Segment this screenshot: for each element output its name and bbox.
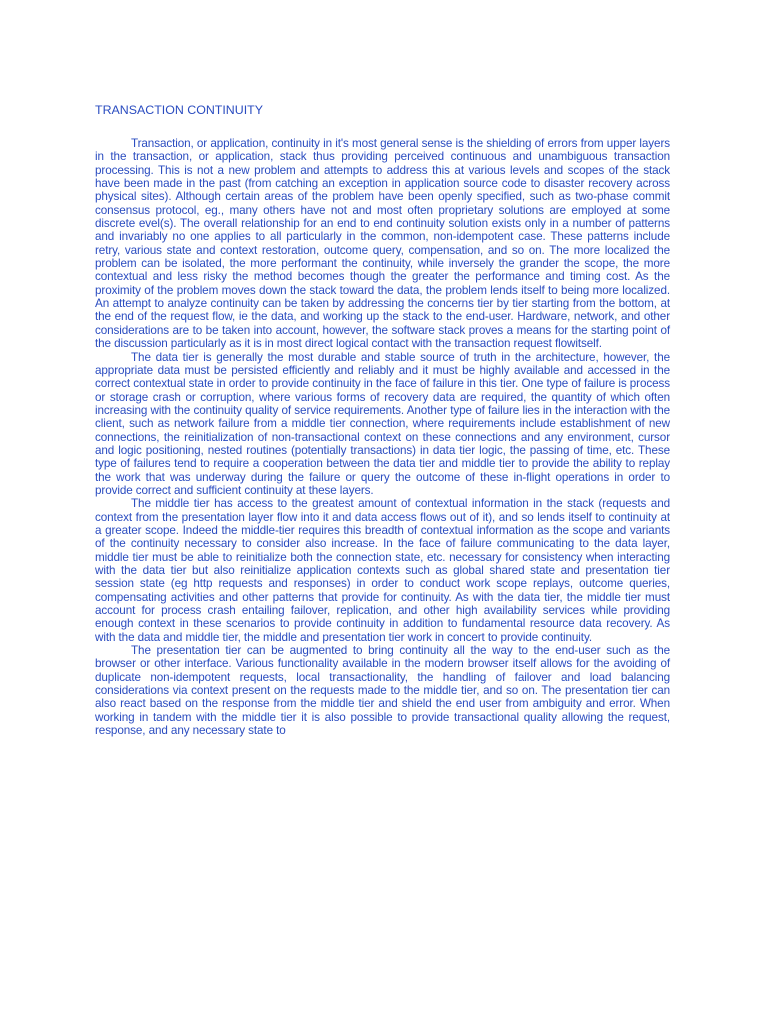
document-body: [95, 103, 670, 737]
document-title: TRANSACTION CONTINUITY: [95, 103, 263, 117]
paragraph-presentation-tier: The presentation tier can be augmented to bring continuity all the way to the end-user such as the browser or other interface. Various functionality available in the modern browser itself allows for the avoiding of duplicate non-idempotent requests, local transactionality, the handling of failover and load balancing considerations via context present on the requests made to the middle tier, and so on. The presentation tier can also react based on the response from the middle tier and shield the end user from ambiguity and error. When working in tandem with the middle tier it is also possible to provide transactional quality allowing the request, response, and any necessary state to: [95, 644, 670, 738]
paragraph-data-tier: The data tier is generally the most durable and stable source of truth in the architecture, however, the appropriate data must be persisted efficiently and reliably and it must be highly available and accessed in the correct contextual state in order to provide continuity in the face of failure in this tier. One type of failure is process or storage crash or corruption, where various forms of recovery data are required, the quantity of which often increasing with the continuity quality of service requirements. Another type of failure lies in the interaction with the client, such as network failure from a middle tier connection, where requirements include establishment of new connections, the reinitialization of non-transactional context on these connections and any environment, cursor and logic positioning, nested routines (potentially transactions) in data tier logic, the passing of time, etc. These type of failures tend to require a cooperation between the data tier and middle tier to provide the ability to replay the work that was underway during the failure or query the outcome of these in-flight operations in order to provide correct and sufficient continuity at these layers.: [95, 350, 670, 497]
paragraph-middle-tier: The middle tier has access to the greatest amount of contextual information in the stack (requests and context from the presentation layer flow into it and data access flows out of it), and so lends itself to continuity at a greater scope. Indeed the middle-tier requires this breadth of contextual information as the scope and variants of the continuity necessary to consider also increase. In the face of failure communicating to the data layer, middle tier must be able to reinitialize both the connection state, etc. necessary for consistency when interacting with the data tier but also reinitialize application contexts such as global shared state and presentation tier session state (eg http requests and responses) in order to conduct work scope replays, outcome queries, compensating activities and other patterns that provide for continuity. As with the data tier, the middle tier must account for process crash entailing failover, replication, and other high availability services while providing enough context in these scenarios to provide continuity in addition to fundamental resource data recovery. As with the data and middle tier, the middle and presentation tier work in concert to provide continuity.: [95, 497, 670, 644]
paragraph-transaction-continuity: Transaction, or application, continuity in it's most general sense is the shielding of errors from upper layers in the transaction, or application, stack thus providing perceived continuous and unambiguous transaction processing. This is not a new problem and attempts to address this at various levels and scopes of the stack have been made in the past (from catching an exception in application source code to disaster recovery across physical sites). Although certain areas of the problem have been openly specified, such as two-phase commit consensus protocol, eg., many others have not and most often proprietary solutions are employed at some discrete evel(s). The overall relationship for an end to end continuity solution exists only in a number of patterns and invariably no one applies to all particularly in the common, non-idempotent case. These patterns include retry, various state and context restoration, outcome query, compensation, and so on. The more localized the problem can be isolated, the more performant the continuity, while inversely the grander the scope, the more contextual and less risky the method becomes though the greater the performance and timing cost. As the proximity of the problem moves down the stack toward the data, the problem lends itself to being more localized. An attempt to analyze continuity can be taken by addressing the concerns tier by tier starting from the bottom, at the end of the request flow, ie the data, and working up the stack to the end-user. Hardware, network, and other considerations are to be taken into account, however, the software stack proves a means for the starting point of the discussion particularly as it is in most direct logical contact with the transaction request flowitself.: [95, 137, 670, 351]
